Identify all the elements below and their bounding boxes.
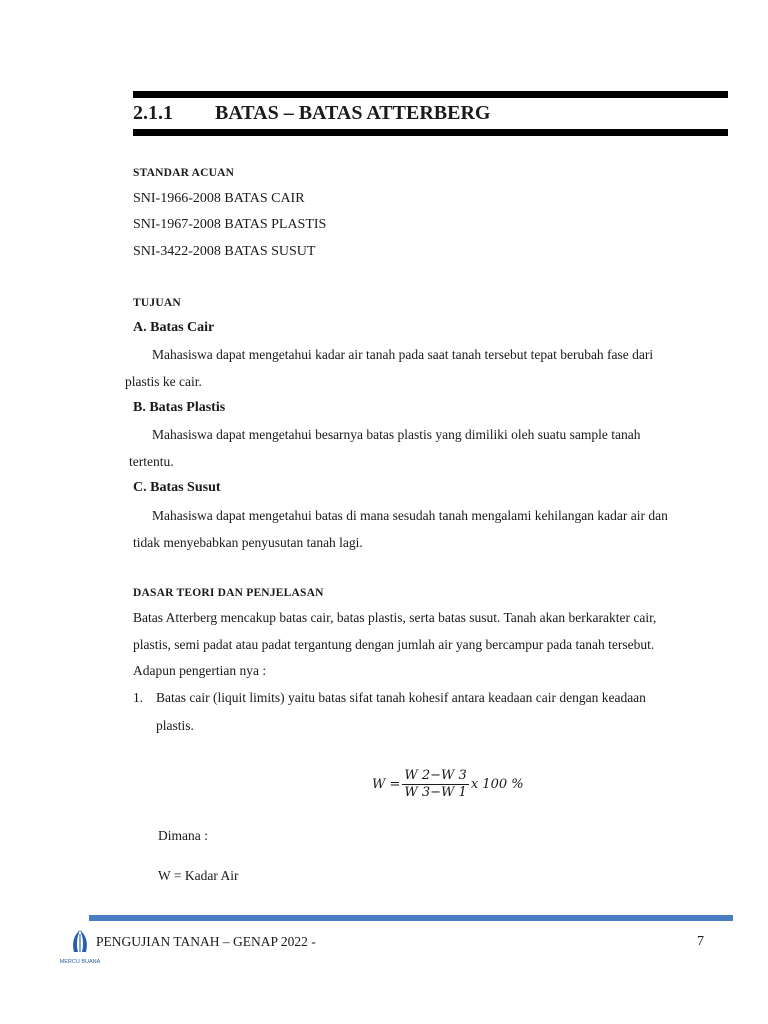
list-marker-1: 1. [133, 690, 144, 705]
batas-cair-line-2: plastis ke cair. [125, 374, 202, 389]
heading-top-rule [133, 91, 728, 98]
list-item-1-line-2: plastis. [156, 718, 194, 733]
batas-susut-line-2: tidak menyebabkan penyusutan tanah lagi. [133, 535, 363, 550]
subsection-title-batas-susut: C. Batas Susut [133, 480, 221, 495]
formula-lhs: W = [372, 777, 401, 792]
standar-acuan-label: STANDAR ACUAN [133, 167, 235, 179]
liquid-limit-formula [372, 768, 524, 801]
standard-item-2: SNI-1967-2008 BATAS PLASTIS [133, 217, 327, 232]
heading-bottom-rule [133, 129, 728, 136]
section-heading [133, 102, 728, 125]
page-number: 7 [697, 934, 704, 949]
subsection-title-batas-plastis: B. Batas Plastis [133, 400, 226, 415]
subsection-title-batas-cair: A. Batas Cair [133, 320, 215, 335]
footer-text: PENGUJIAN TANAH – GENAP 2022 - [96, 934, 316, 949]
footer-bar [89, 915, 733, 921]
dasar-teori-label: DASAR TEORI DAN PENJELASAN [133, 587, 324, 599]
logo-caption: MERCU BUANA [59, 959, 101, 965]
formula-tail: x 100 % [470, 777, 524, 792]
formula-numerator: W 2−W 3 [404, 768, 467, 783]
dasar-line-2: plastis, semi padat atau padat tergantung dengan jumlah air yang bercampur pada tanah tersebut. [133, 637, 655, 652]
standard-item-3: SNI-3422-2008 BATAS SUSUT [133, 244, 316, 259]
section-title: BATAS – BATAS ATTERBERG [215, 102, 491, 124]
batas-cair-line-1: Mahasiswa dapat mengetahui kadar air tanah pada saat tanah tersebut tepat berubah fase dari [152, 347, 654, 362]
batas-plastis-line-2: tertentu. [129, 454, 174, 469]
list-item-1-line-1: Batas cair (liquit limits) yaitu batas sifat tanah kohesif antara keadaan cair dengan keadaan [156, 690, 646, 705]
formula-fraction [402, 768, 468, 801]
batas-plastis-line-1: Mahasiswa dapat mengetahui besarnya batas plastis yang dimiliki oleh suatu sample tanah [152, 427, 641, 442]
standard-item-1: SNI-1966-2008 BATAS CAIR [133, 191, 305, 206]
dasar-line-3: Adapun pengertian nya : [133, 663, 267, 678]
variable-definition-w: W = Kadar Air [158, 868, 239, 883]
tujuan-label: TUJUAN [133, 297, 181, 309]
batas-susut-line-1: Mahasiswa dapat mengetahui batas di mana sesudah tanah mengalami kehilangan kadar air dan [152, 508, 668, 523]
section-number: 2.1.1 [133, 102, 173, 124]
dasar-line-1: Batas Atterberg mencakup batas cair, batas plastis, serta batas susut. Tanah akan berkarakter cair, [133, 610, 657, 625]
formula-denominator: W 3−W 1 [404, 785, 467, 800]
dimana-label: Dimana : [158, 828, 208, 843]
